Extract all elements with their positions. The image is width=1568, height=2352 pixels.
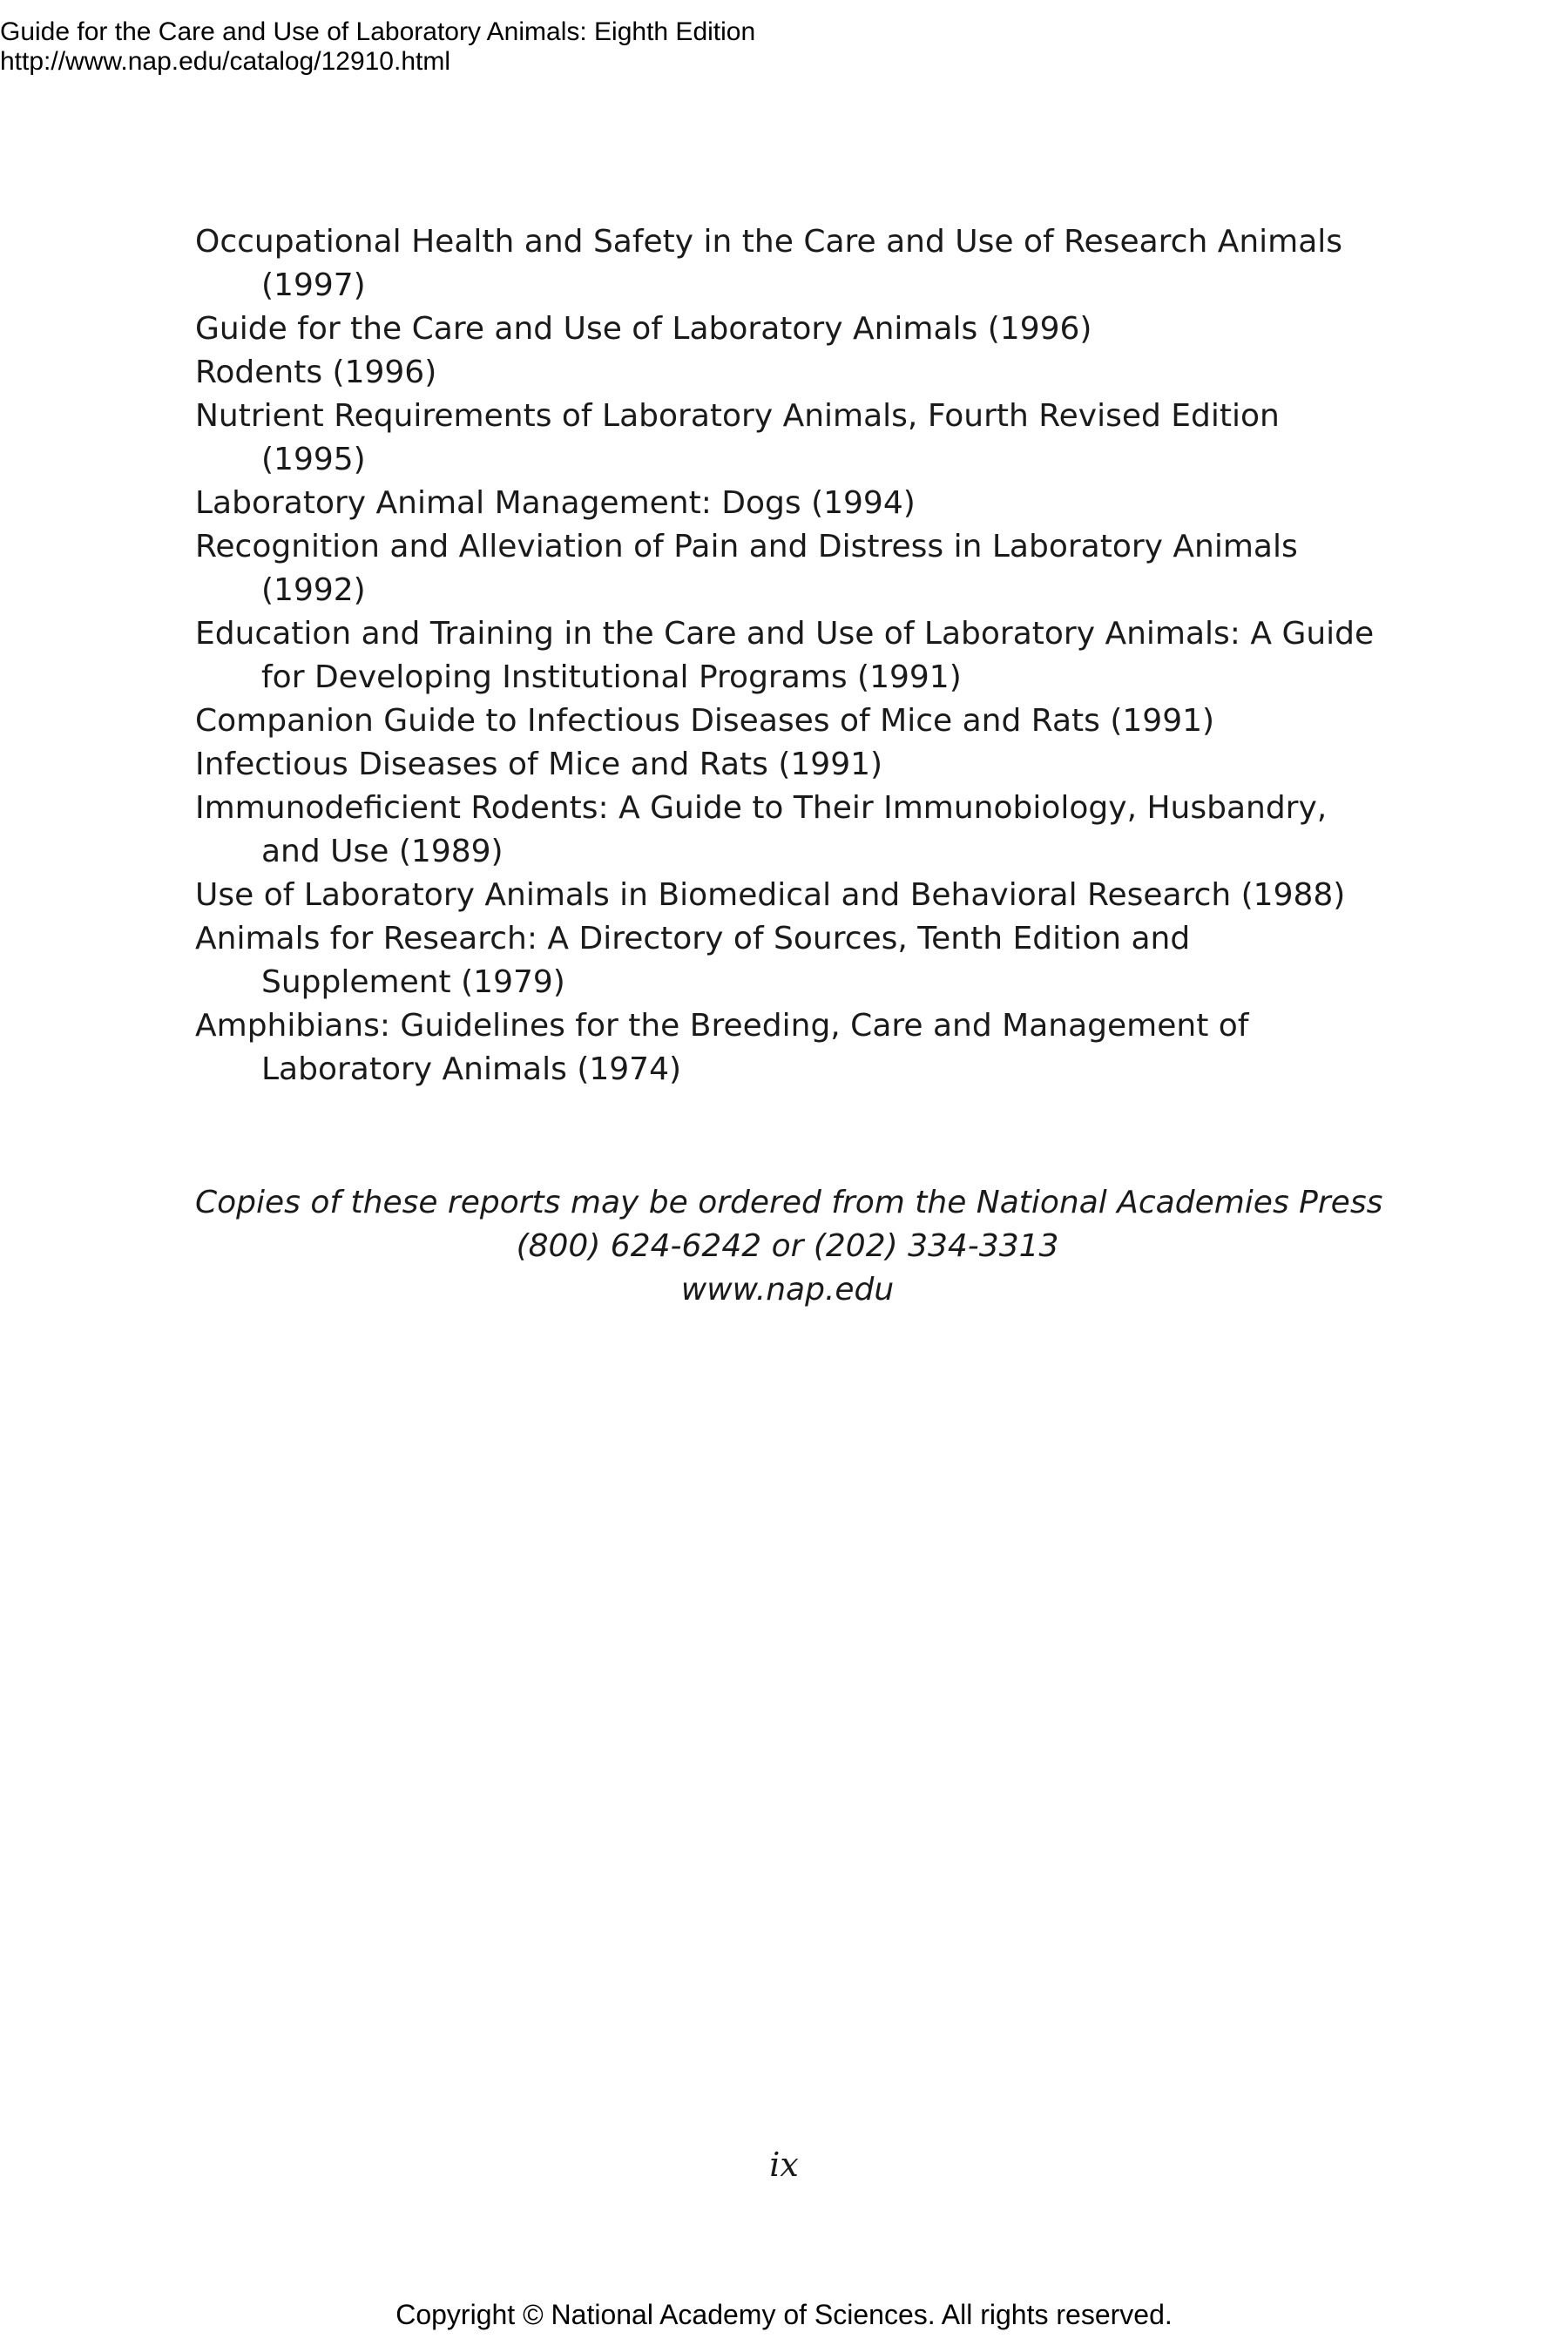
report-item: Laboratory Animal Management: Dogs (1994): [195, 485, 916, 521]
report-item: Animals for Research: A Directory of Sources, Tenth Edition and Supplement (1979): [195, 921, 1191, 1000]
document-header: [0, 17, 755, 77]
copyright-footer: Copyright © National Academy of Sciences. All rights reserved.: [395, 2299, 1173, 2330]
report-item: Rodents (1996): [195, 355, 437, 390]
report-item: Infectious Diseases of Mice and Rats (1991): [195, 747, 883, 782]
document-title: Guide for the Care and Use of Laboratory Animals: Eighth Edition: [0, 17, 756, 46]
ordering-website: www.nap.edu: [680, 1272, 895, 1308]
report-item: Immunodeficient Rodents: A Guide to Their Immunobiology, Husbandry, and Use (1989): [195, 790, 1328, 869]
page-number: ix: [769, 2146, 799, 2184]
report-item: Amphibians: Guidelines for the Breeding, Care and Management of Laboratory Animals (1974): [195, 1008, 1249, 1087]
report-item: Nutrient Requirements of Laboratory Animals, Fourth Revised Edition (1995): [195, 398, 1280, 477]
report-item: Recognition and Alleviation of Pain and Distress in Laboratory Animals (1992): [195, 529, 1298, 608]
report-item: Education and Training in the Care and Use of Laboratory Animals: A Guide for Developing Institutional Programs (1991): [195, 616, 1375, 695]
document-url: http://www.nap.edu/catalog/12910.html: [0, 47, 451, 76]
report-item: Guide for the Care and Use of Laboratory Animals (1996): [195, 311, 1092, 347]
report-item: Use of Laboratory Animals in Biomedical and Behavioral Research (1988): [195, 877, 1346, 913]
report-list: [195, 220, 1380, 1092]
ordering-note: Copies of these reports may be ordered from the National Academies Press: [195, 1185, 1383, 1220]
report-item: Occupational Health and Safety in the Care and Use of Research Animals (1997): [195, 224, 1343, 303]
ordering-info: [195, 1181, 1383, 1312]
ordering-phones: (800) 624-6242 or (202) 334-3313: [516, 1228, 1059, 1264]
report-item: Companion Guide to Infectious Diseases of Mice and Rats (1991): [195, 703, 1215, 739]
